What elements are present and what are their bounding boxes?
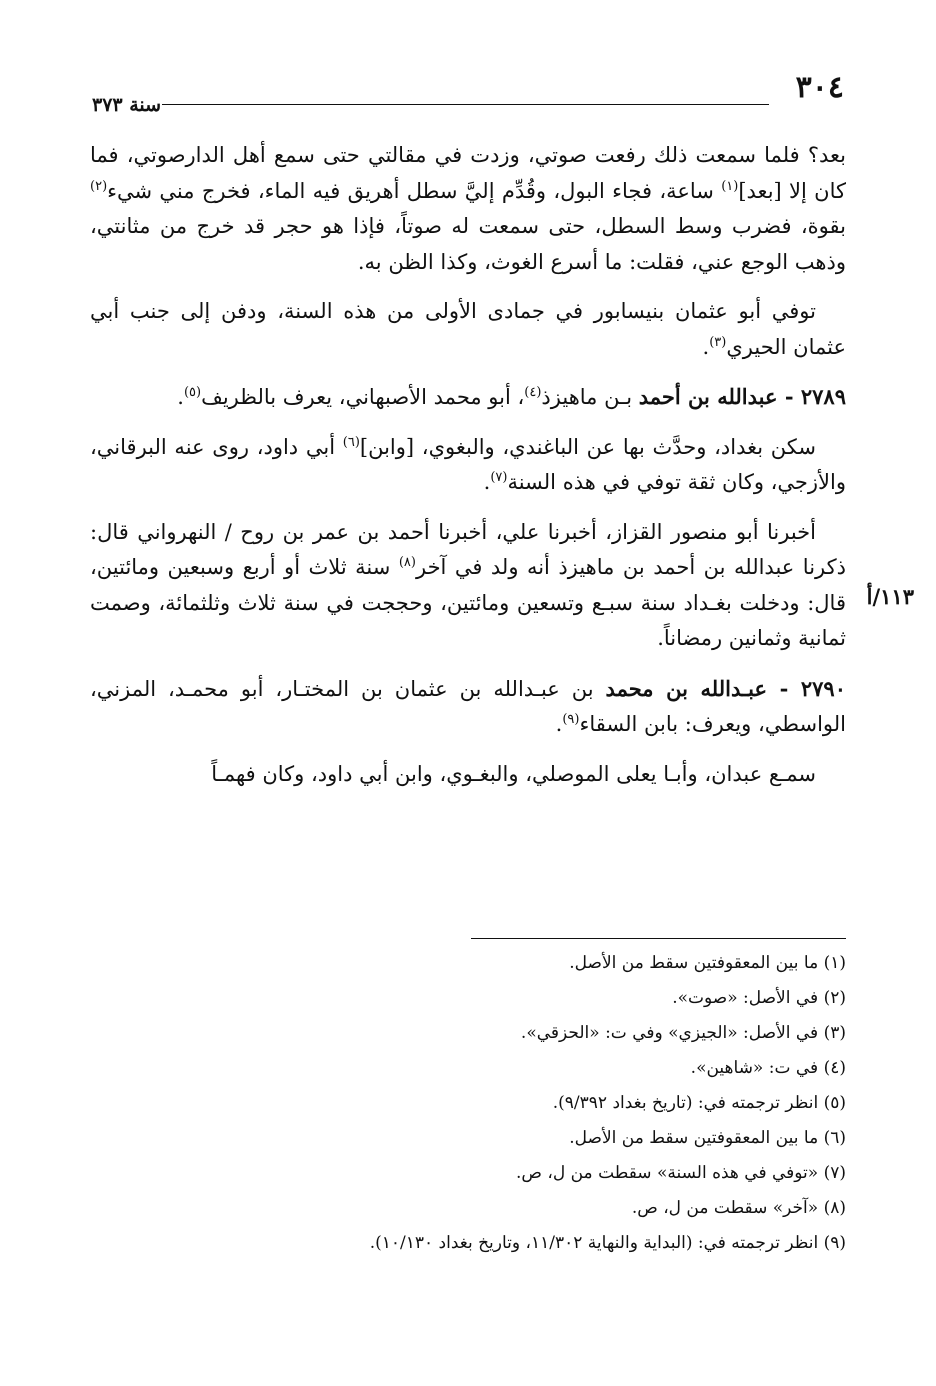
footnote-5: (٥) انظر ترجمته في: (تاريخ بغداد ٩/٣٩٢). xyxy=(552,1093,846,1113)
manuscript-folio-note: ١١٣/أ xyxy=(866,584,914,609)
footnote-4: (٤) في ت: «شاهين». xyxy=(690,1058,846,1078)
footnote-ref[interactable]: (٧) xyxy=(490,470,508,485)
paragraph-5: سمـع عبدان، وأبـا يعلى الموصلي، والبغـوي، وابن أبي داود، وكان فهمـاً xyxy=(211,761,816,786)
footnote-ref[interactable]: (٣) xyxy=(709,334,727,350)
footnote-ref[interactable]: (٨) xyxy=(398,555,416,570)
footnote-ref[interactable]: (٩) xyxy=(562,712,580,727)
footnote-1: (١) ما بين المعقوفتين سقط من الأصل. xyxy=(569,953,846,973)
footnote-3: (٣) في الأصل: «الجيزي» وفي ت: «الحزقي». xyxy=(520,1023,846,1043)
running-year: سنة ٣٧٣ xyxy=(92,94,162,116)
paragraph-2: توفي أبو عثمان بنيسابور في جمادى الأولى من هذه السنة، ودفن إلى جنب أبي عثمان الحيري$^{(٣)}$. xyxy=(90,299,846,359)
footnote-7: (٧) «توفي في هذه السنة» سقطت من ل، ص. xyxy=(516,1163,846,1183)
entry-2789: ٢٧٨٩ - عبدالله بن أحمد بـن ماهيزذ$^{(٤)}$، أبو محمد الأصبهاني، يعرف بالظريف$^{(٥)}$. xyxy=(177,384,846,409)
footnote-rule xyxy=(471,938,846,939)
paragraph-4: أخبرنا أبو منصور القزاز، أخبرنا علي، أخبرنا أحمد بن عمر بن روح / النهرواني قال: ذكرنا عبدالله بن أحمد بن ماهيزذ أنه ولد في آخر$^{(٨)}$ سنة ثلاث أو أربع وسبعين ومائتين، قال: ودخلت بغـداد سنة سبـع وتسعين ومائتين، وحججت في سنة ثلاث وثلثمائة، وصمت ثمانية وثمانين رمضاناً. xyxy=(90,519,846,650)
page-number: ٣٠٤ xyxy=(795,70,844,105)
footnote-ref[interactable]: (٢) xyxy=(90,178,108,194)
footnote-ref[interactable]: (١) xyxy=(721,178,739,194)
footnote-ref[interactable]: (٦) xyxy=(342,434,360,450)
footnote-2: (٢) في الأصل: «صوت». xyxy=(672,988,846,1008)
paragraph-3: سكن بغداد، وحدَّث بها عن الباغندي، والبغوي، [وابن]$^{(٦)}$ أبي داود، روى عنه البرقاني، والأزجي، وكان ثقة توفي في هذه السنة$^{(٧)}$. xyxy=(90,434,846,494)
footnote-9: (٩) انظر ترجمته في: (البداية والنهاية ١١/٣٠٢، وتاريخ بغداد ١٠/١٣٠). xyxy=(369,1233,846,1253)
footnotes xyxy=(90,946,846,1261)
paragraph-1: بعد؟ فلما سمعت ذلك رفعت صوتي، وزدت في مقالتي حتى سمع أهل الدارصوتي، فما كان إلا [بعد]$^{(١)}$ ساعة، فجاء البول، وقُدِّم إليَّ سطل أهريق فيه الماء، فخرج مني شيء$^{(٢)}$ بقوة، فضرب وسط السطل، حتى سمعت له صوتاً، فإذا هو حجر قد خرج من مثانتي، وذهب الوجع عني، فقلت: ما أسرع الغوث، وكذا الظن به. xyxy=(90,143,846,274)
footnote-ref[interactable]: (٤) xyxy=(524,385,542,400)
main-text xyxy=(90,138,846,806)
footnote-ref[interactable]: (٥) xyxy=(183,385,202,400)
entry-heading: ٢٧٨٩ - عبدالله بن أحمد xyxy=(638,384,846,409)
running-header xyxy=(92,64,844,114)
entry-heading: ٢٧٩٠ - عبـدالله بن محمد xyxy=(605,675,846,701)
footnote-8: (٨) «آخر» سقطت من ل، ص. xyxy=(631,1198,846,1218)
header-rule xyxy=(162,104,769,105)
entry-2790: ٢٧٩٠ - عبـدالله بن محمد بن عبـدالله بن عثمان بن المختـار، أبو محمـد، المزني، الواسطي، ويعرف: بابن السقاء$^{(٩)}$. xyxy=(90,675,846,736)
footnote-6: (٦) ما بين المعقوفتين سقط من الأصل. xyxy=(569,1128,846,1148)
